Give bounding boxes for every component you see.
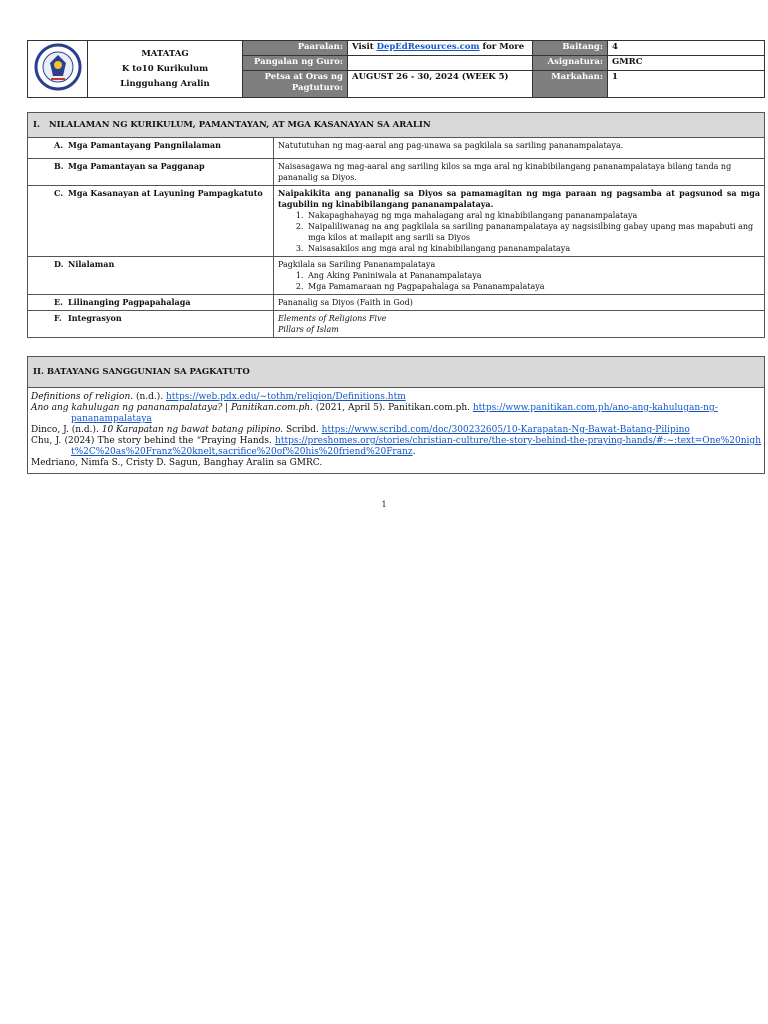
row-a-value: Natututuhan ng mag-aaral ang pag-unawa sa pagkilala sa sariling pananampalataya. [274,138,765,159]
title-line-1: MATATAG [141,48,189,59]
paaralan-label: Paaralan: [243,41,348,56]
section-2-heading: II. BATAYANG SANGGUNIAN SA PAGKATUTO [28,357,765,388]
curriculum-title [88,41,243,98]
baitang-label: Baitang: [533,41,608,56]
paaralan-value [348,41,533,56]
deped-seal-icon [34,43,82,91]
row-d-item: 2. Mga Pamamaraan ng Pagpapahalaga sa Pananampalataya [306,281,760,292]
reference-item [31,392,761,403]
guro-label: Pangalan ng Guro: [243,56,348,71]
row-e-label-text: Lilinanging Pagpapahalaga [68,297,191,307]
section-2-table [27,356,765,474]
row-c-list [278,210,760,254]
section-1-table [27,112,765,338]
title-line-3: Lingguhang Aralin [120,78,210,89]
row-d-label-text: Nilalaman [68,259,115,269]
header-table [27,40,765,98]
row-d [28,257,765,295]
row-e-value: Pananalig sa Diyos (Faith in God) [274,295,765,311]
row-d-item: 1. Ang Aking Paniniwala at Pananampalataya [306,270,760,281]
petsa-label: Petsa at Oras ng Pagtuturo: [243,71,348,98]
depedresources-link[interactable]: DepEdResources.com [376,42,480,52]
ref-4-post: . [412,447,416,457]
row-f-label [28,311,274,338]
row-c-item: 1. Nakapaghahayag ng mga mahalagang aral ng kinabibilangang pananampalataya [306,210,760,221]
row-c-item: 2. Naipaliliwanag na ang pagkilala sa sariling pananampalataya ay nagsisilbing gabay upang mas mapabuti ang mga kilos at mailapit ang sarili sa Diyos [306,221,760,243]
ref-2-rest: (2021, April 5). Panitikan.com.ph. [312,403,473,413]
row-a-letter: A. [54,140,63,150]
markahan-label: Markahan: [533,71,608,98]
page-number: 1 [381,500,387,509]
reference-item: Medriano, Nimfa S., Cristy D. Sagun, Banghay Aralin sa GMRC. [31,458,323,468]
title-line-2: K to10 Kurikulum [121,63,209,74]
reference-item [31,403,761,425]
guro-value [348,56,533,71]
row-e [28,295,765,311]
row-d-list [278,270,760,292]
references-list [28,388,765,474]
ref-3-pre: Dinco, J. (n.d.). [31,425,102,435]
row-f-line-2: Pillars of Islam [278,325,339,334]
row-c [28,186,765,257]
ref-3-title: 10 Karapatan ng bawat batang pilipino. [101,425,284,435]
row-a [28,138,765,159]
row-c-label [28,186,274,257]
row-c-item: 3. Naisasakilos ang mga aral ng kinabibilangang pananampalataya [306,243,760,254]
asignatura-label: Asignatura: [533,56,608,71]
row-f-value [274,311,765,338]
row-c-label-text: Mga Kasanayan at Layuning Pampagkatuto [68,188,263,198]
ref-4-link[interactable]: https://preshomes.org/stories/christian-culture/the-story-behind-the-praying-hands/#:~:text=One%20night%2C%20as%20Franz%20knelt,sacrifice%20of%20his%20friend%20Franz [71,436,761,457]
row-e-letter: E. [54,297,63,307]
row-a-label-text: Mga Pamantayang Pangnilalaman [68,140,221,150]
row-b-letter: B. [54,161,64,171]
paaralan-suffix: for More [479,42,525,52]
row-f-label-text: Integrasyon [68,313,122,323]
row-b-label-text: Mga Pamantayan sa Pagganap [68,161,205,171]
reference-item [31,425,761,436]
row-d-label [28,257,274,295]
ref-4-pre: Chu, J. (2024) The story behind the “Praying Hands. [31,436,276,446]
paaralan-prefix: Visit [352,42,377,52]
row-c-value [274,186,765,257]
deped-seal [28,41,88,98]
row-f [28,311,765,338]
ref-3-link[interactable]: https://www.scribd.com/doc/300232605/10-Karapatan-Ng-Bawat-Batang-Pilipino [321,425,690,435]
baitang-value: 4 [608,41,765,56]
markahan-value: 1 [608,71,765,98]
ref-3-rest: Scribd. [283,425,322,435]
row-b-value: Naisasagawa ng mag-aaral ang sariling kilos sa mga aral ng kinabibilangang pananampalataya bilang tanda ng pananalig sa Diyos. [274,159,765,186]
row-e-label [28,295,274,311]
ref-1-rest: (n.d.). [133,392,167,402]
reference-item [31,436,761,458]
lesson-plan-sheet [27,40,765,474]
row-a-label [28,138,274,159]
row-d-letter: D. [54,259,64,269]
row-f-letter: F. [54,313,62,323]
ref-2-title: Ano ang kahulugan ng pananampalataya? | Panitikan.com.ph. [31,403,313,413]
ref-1-title: Definitions of religion. [31,392,134,402]
ref-2-link[interactable]: https://www.panitikan.com.ph/ano-ang-kahulugan-ng-pananampalataya [71,403,718,424]
row-c-letter: C. [54,188,64,198]
asignatura-value: GMRC [608,56,765,71]
row-b [28,159,765,186]
ref-1-link[interactable]: https://web.pdx.edu/~tothm/religion/Definitions.htm [166,392,406,402]
row-d-lead: Pagkilala sa Sariling Pananampalataya [278,260,436,269]
row-c-lead: Naipakikita ang pananalig sa Diyos sa pamamagitan ng mga paraan ng pagsamba at pagsunod sa mga tagubilin ng kinabibilangang pananampalataya. [278,188,760,209]
row-b-label [28,159,274,186]
row-d-value [274,257,765,295]
section-1-heading: I. NILALAMAN NG KURIKULUM, PAMANTAYAN, AT MGA KASANAYAN SA ARALIN [28,113,765,138]
petsa-value: AUGUST 26 - 30, 2024 (WEEK 5) [348,71,533,98]
row-f-line-1: Elements of Religions Five [278,314,387,323]
